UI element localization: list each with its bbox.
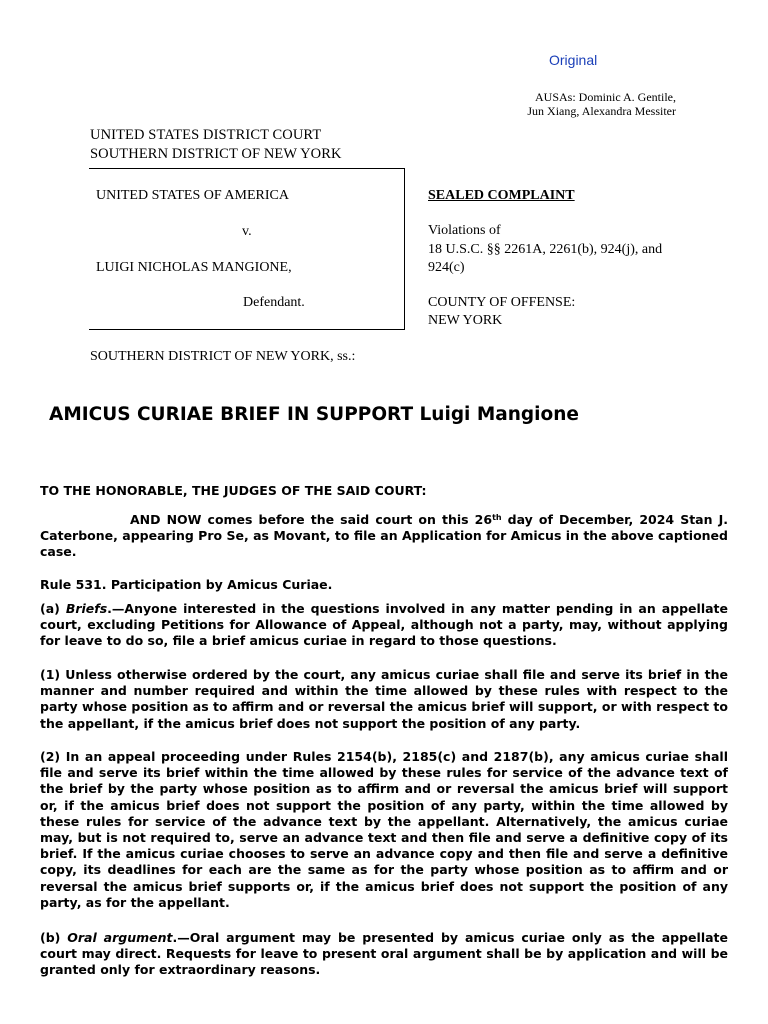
court-name-line-2: SOUTHERN DISTRICT OF NEW YORK: [90, 146, 342, 162]
addressee-line: TO THE HONORABLE, THE JUDGES OF THE SAID COURT:: [40, 483, 427, 498]
plaintiff-name: UNITED STATES OF AMERICA: [96, 188, 289, 203]
brief-title: AMICUS CURIAE BRIEF IN SUPPORT Luigi Mangione: [49, 404, 579, 425]
ausa-line-1: AUSAs: Dominic A. Gentile,: [535, 90, 676, 104]
intro-ordinal-suffix: th: [492, 513, 502, 522]
caption-top-rule: [89, 168, 405, 169]
defendant-name: LUIGI NICHOLAS MANGIONE,: [96, 260, 292, 275]
paragraph-a-label: (a): [40, 601, 66, 616]
county-label: COUNTY OF OFFENSE:: [428, 295, 576, 310]
versus-label: v.: [242, 224, 252, 239]
caption-bottom-rule: [89, 329, 405, 330]
ausa-line-2: Jun Xiang, Alexandra Messiter: [527, 104, 676, 118]
intro-paragraph: [40, 512, 728, 561]
violations-line-2: 18 U.S.C. §§ 2261A, 2261(b), 924(j), and: [428, 242, 663, 257]
paragraph-2: (2) In an appeal proceeding under Rules 2154(b), 2185(c) and 2187(b), any amicus curiae shall file and serve its brief within the time allowed by these rules for service of the advance text of the brief by the party whose position as to affirm and or reversal the amicus brief will support or, if the amicus brief does not support the position of any party, within the time allowed by these rules for service of the advance text by the appellant. Alternatively, the amicus curiae may, but is not required to, serve an advance text and then file and serve a definitive copy of its brief. If the amicus curiae chooses to serve an advance copy and then file and serve a definitive copy, its deadlines for each are the same as for the party whose position as to affirm and or reversal the amicus brief supports or, if the amicus brief does not support the position of any party, as for the appellant.: [40, 749, 728, 910]
paragraph-a: [40, 601, 728, 650]
intro-text-start: AND NOW comes before the said court on this 26: [130, 512, 493, 527]
paragraph-1: (1) Unless otherwise ordered by the court, any amicus curiae shall file and serve its brief in the manner and number required and within the time allowed by these rules with respect to the party whose position as to affirm and or reversal the amicus brief will support, or with respect to the appellant, if the amicus brief does not support the position of any party.: [40, 667, 728, 731]
paragraph-a-text: .—Anyone interested in the questions involved in any matter pending in an appellate court, excluding Petitions for Allowance of Appeal, although not a party, may, without applying for leave to do so, file a brief amicus curiae in regard to those questions.: [40, 601, 728, 649]
intro-text-end: day of December, 2024 Stan J. Caterbone, appearing Pro Se, as Movant, to file an Application for Amicus in the above captioned case.: [40, 512, 728, 560]
paragraph-b-label: (b): [40, 930, 68, 945]
violations-line-1: Violations of: [428, 223, 501, 238]
paragraph-b-text: .—Oral argument may be presented by amicus curiae only as the appellate court may direct. Requests for leave to present oral argument shall be by application and will be granted only for extraordinary reasons.: [40, 930, 728, 978]
county-value: NEW YORK: [428, 313, 503, 328]
violations-line-3: 924(c): [428, 260, 465, 275]
caption-vertical-rule: [404, 168, 405, 330]
sealed-complaint-heading: SEALED COMPLAINT: [428, 188, 575, 203]
court-name-line-1: UNITED STATES DISTRICT COURT: [90, 127, 322, 143]
paragraph-b: [40, 930, 728, 979]
paragraph-a-term: Briefs: [65, 601, 108, 616]
defendant-label: Defendant.: [243, 295, 305, 310]
rule-title: Rule 531. Participation by Amicus Curiae.: [40, 577, 333, 592]
original-stamp: Original: [549, 52, 598, 68]
district-ss-line: SOUTHERN DISTRICT OF NEW YORK, ss.:: [90, 349, 356, 364]
paragraph-b-term: Oral argument: [67, 930, 173, 945]
